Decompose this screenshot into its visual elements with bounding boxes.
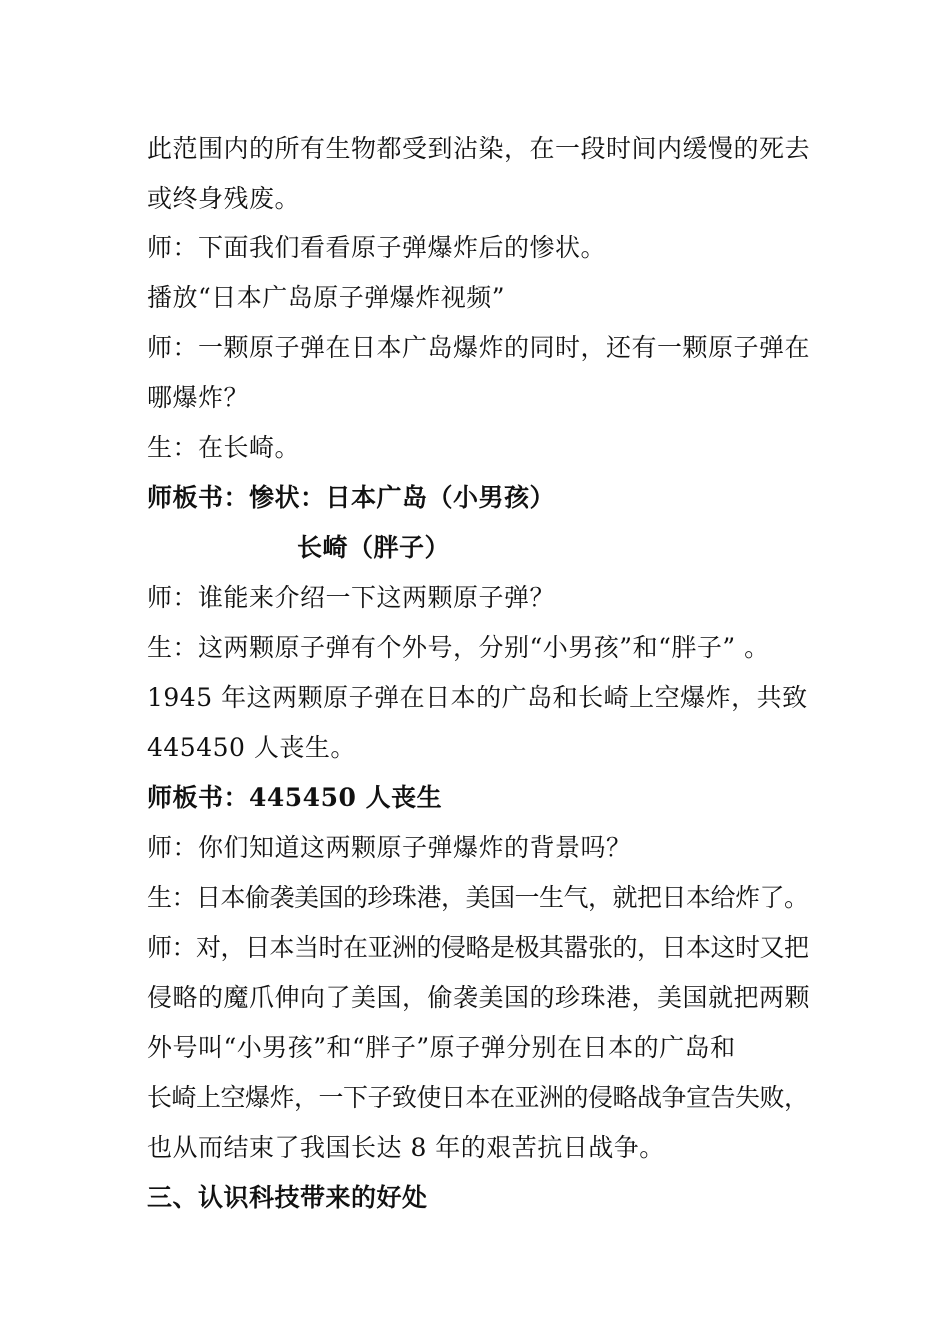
paragraph-line: 1945 年这两颗原子弹在日本的广岛和长崎上空爆炸，共致: [147, 683, 808, 712]
board-note-heading: 师板书：445450 人丧生: [147, 783, 443, 812]
board-note-heading: 师板书：惨状：日本广岛（小男孩）: [147, 483, 556, 512]
student-line: 生：这两颗原子弹有个外号，分别“小男孩”和“胖子” 。: [147, 633, 770, 662]
paragraph-line: 445450 人丧生。: [147, 733, 356, 762]
teacher-line: 师：对，日本当时在亚洲的侵略是极其嚣张的，日本这时又把: [147, 933, 809, 962]
paragraph-line: 外号叫“小男孩”和“胖子”原子弹分别在日本的广岛和: [147, 1033, 736, 1062]
student-line: 生：日本偷袭美国的珍珠港，美国一生气，就把日本给炸了。: [147, 883, 809, 912]
paragraph-line: 也从而结束了我国长达 8 年的艰苦抗日战争。: [147, 1133, 665, 1162]
paragraph-line: 此范围内的所有生物都受到沾染，在一段时间内缓慢的死去: [147, 134, 811, 163]
paragraph-line: 侵略的魔爪伸向了美国，偷袭美国的珍珠港，美国就把两颗: [147, 983, 811, 1012]
board-note-subline: 长崎（胖子）: [297, 533, 451, 562]
paragraph-line: 或终身残废。: [147, 184, 301, 213]
student-line: 生：在长崎。: [147, 433, 301, 462]
teacher-line: 师：一颗原子弹在日本广岛爆炸的同时，还有一颗原子弹在: [147, 333, 811, 362]
teacher-line: 师：下面我们看看原子弹爆炸后的惨状。: [147, 233, 607, 262]
paragraph-line: 长崎上空爆炸，一下子致使日本在亚洲的侵略战争宣告失败，: [147, 1083, 809, 1112]
teacher-line: 师：谁能来介绍一下这两颗原子弹？: [147, 583, 556, 612]
teacher-line: 师：你们知道这两颗原子弹爆炸的背景吗？: [147, 833, 632, 862]
section-heading: 三、认识科技带来的好处: [147, 1183, 428, 1212]
teacher-line: 哪爆炸？: [147, 383, 250, 412]
instruction-line: 播放“日本广岛原子弹爆炸视频”: [147, 283, 506, 312]
